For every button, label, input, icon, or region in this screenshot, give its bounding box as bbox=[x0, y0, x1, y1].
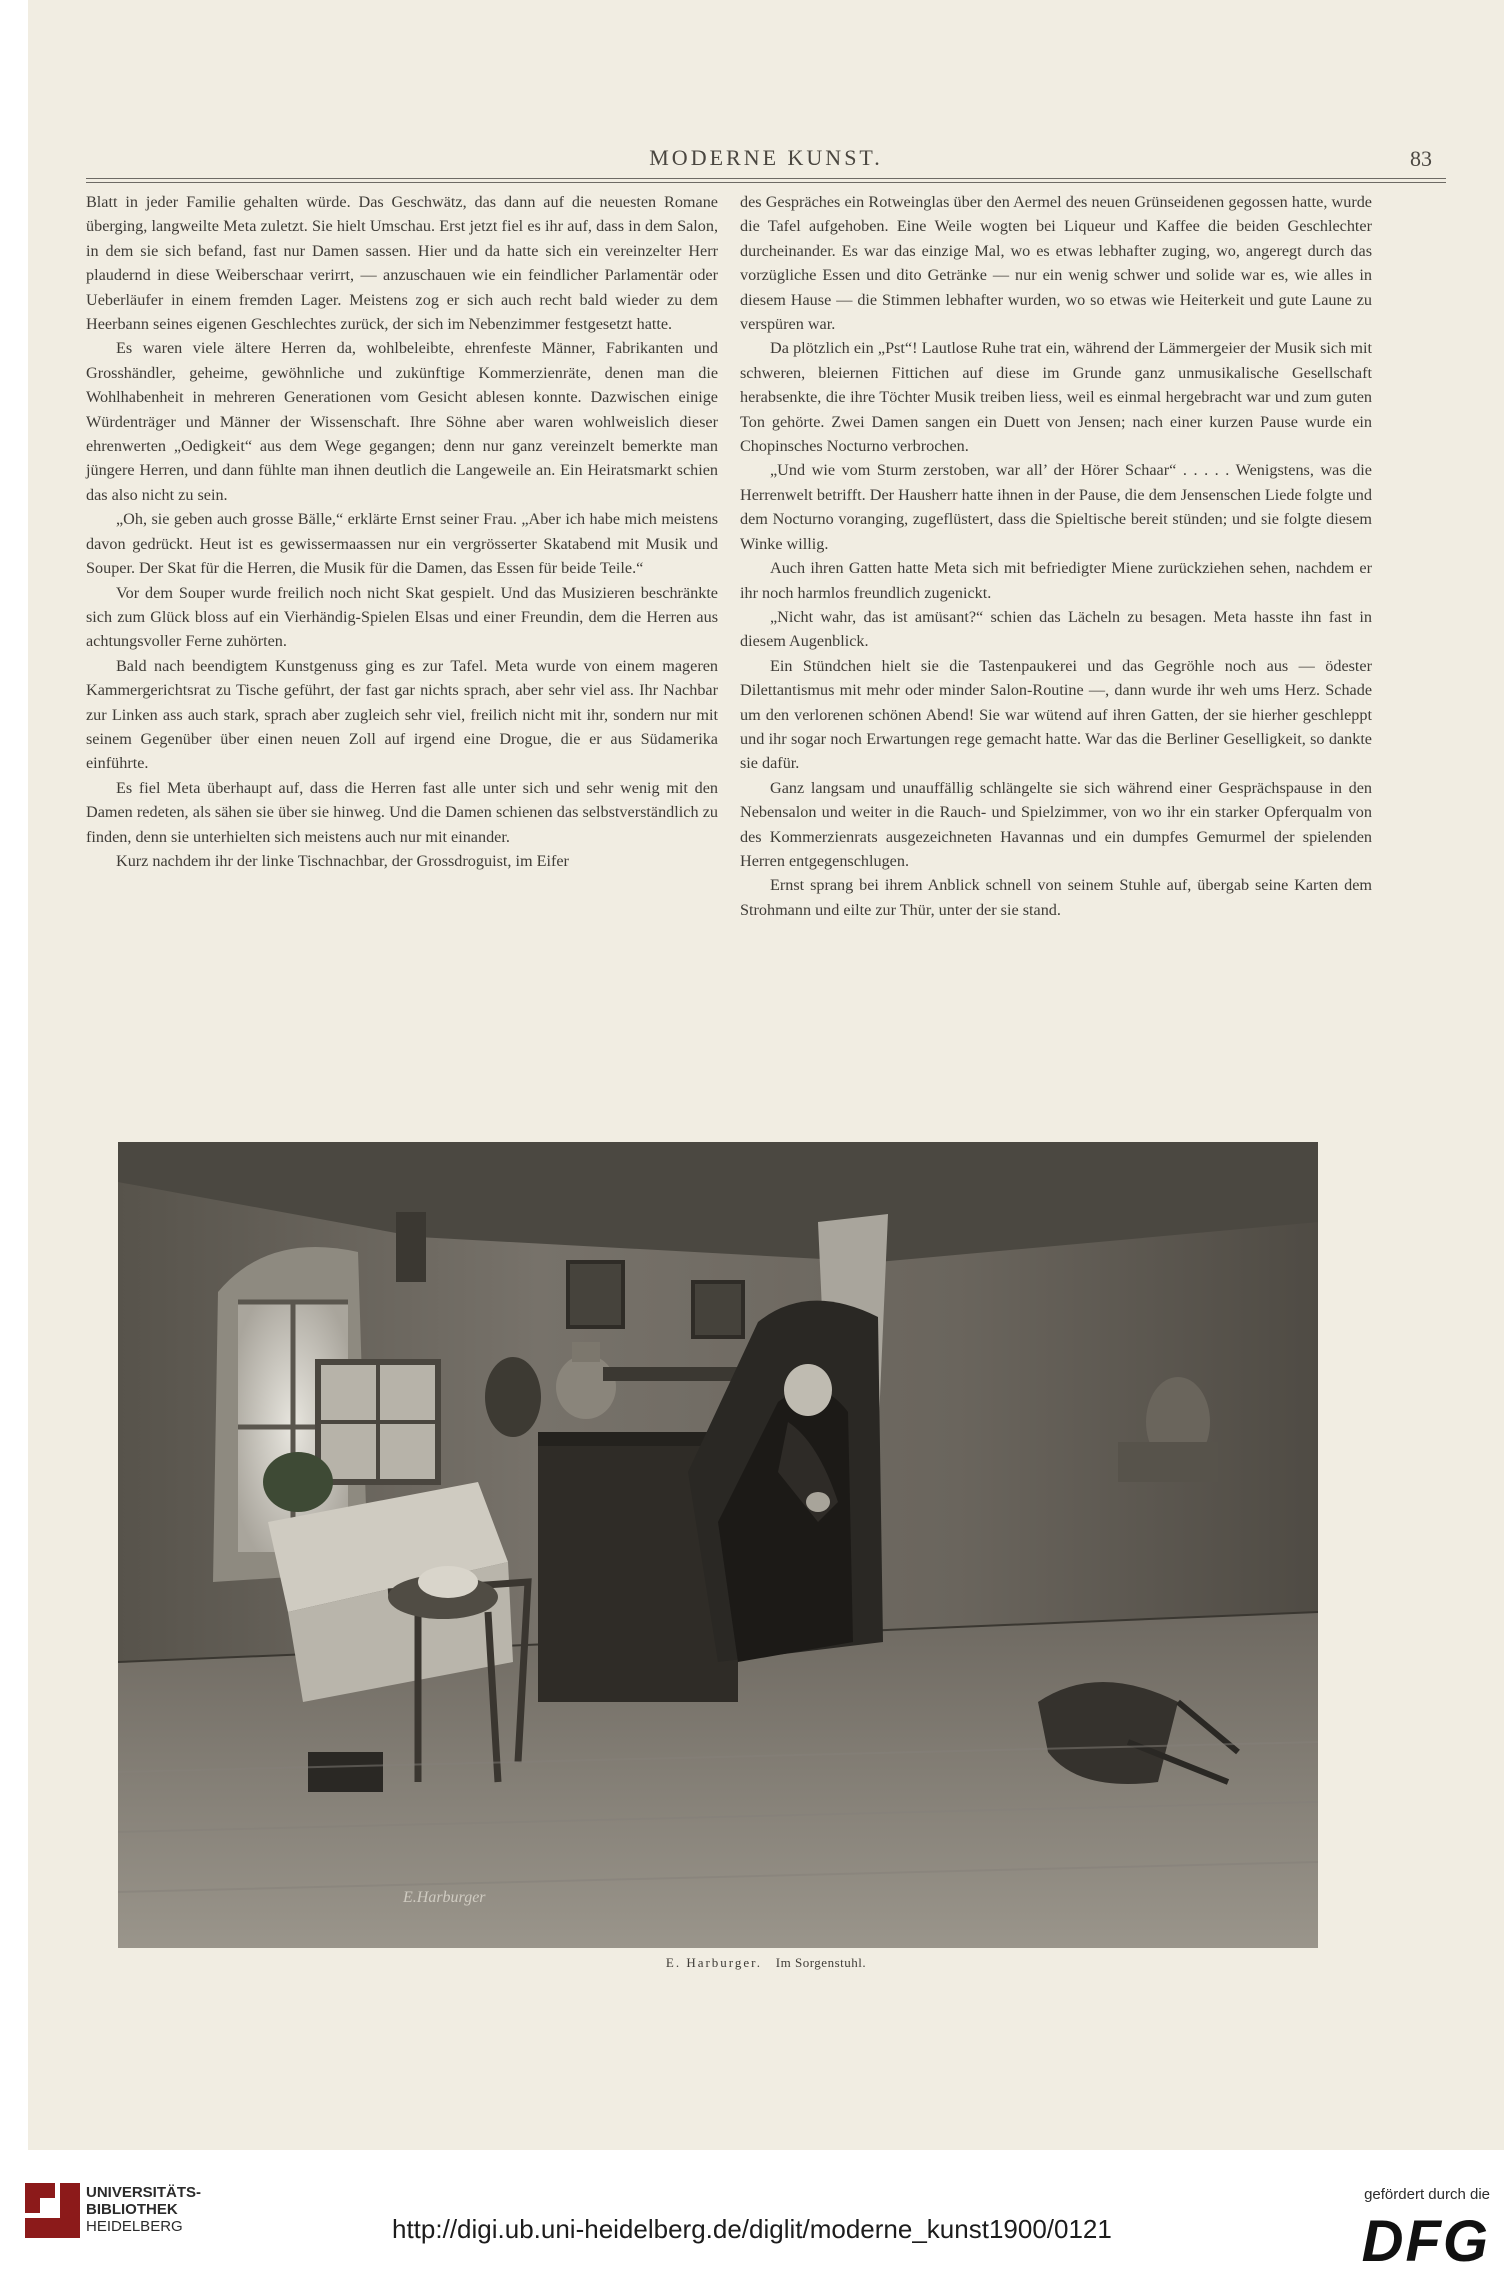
paragraph: „Oh, sie geben auch grosse Bälle,“ erklärte Ernst seiner Frau. „Aber ich habe mich meistens davon gedrückt. Heut ist es gewissermaassen nur ein vergrösserter Skatabend mit Musik und Souper. Der Skat für die Herren, die Musik für die Damen, das Essen für beide Teile.“ bbox=[86, 510, 718, 578]
right-text-column bbox=[740, 190, 1372, 922]
caption-title: Im Sorgenstuhl. bbox=[775, 1955, 867, 1970]
header-rule bbox=[86, 178, 1446, 179]
paragraph: „Nicht wahr, das ist amüsant?“ schien das Lächeln zu besagen. Meta hasste ihn fast in diesem Augenblick. bbox=[740, 607, 1372, 651]
paragraph: Da plötzlich ein „Pst“! Lautlose Ruhe trat ein, während der Lämmergeier der Musik sich mit schweren, bleiernen Fittichen auf diese im Grunde ganz unmusikalische Gesellschaft herabsenkte, die ihre Töchter Musik treiben liess, weil es einmal hergebracht war und zum guten Ton gehörte. Zwei Damen sangen ein Duett von Jensen; nach einer kurzen Pause wurde ein Chopinsches Nocturno verbrochen. bbox=[740, 339, 1372, 456]
library-name bbox=[86, 2184, 201, 2235]
paragraph: Ernst sprang bei ihrem Anblick schnell von seinem Stuhle auf, übergab seine Karten dem Strohmann und eilte zur Thür, unter der sie stand. bbox=[740, 876, 1372, 919]
paragraph: Blatt in jeder Familie gehalten würde. Das Geschwätz, das dann auf die neuesten Romane überging, langweilte Meta zuletzt. Sie hielt Umschau. Erst jetzt fiel es ihr auf, dass in dem Salon, in dem sie sich befand, fast nur Damen sassen. Hier und da hatte sich ein vereinzelter Herr plaudernd in diese Weiberschaar verirrt, — anzuschauen wie ein feindlicher Parlamentär oder Ueberläufer in einem fremden Lager. Meistens zog er sich auch recht bald wieder zu dem Heerbann seines eigenen Geschlechtes zurück, der sich im Nebenzimmer festgesetzt hatte. bbox=[86, 193, 718, 334]
illustration-plate bbox=[118, 1142, 1318, 1948]
left-text-column bbox=[86, 190, 718, 873]
paragraph: Vor dem Souper wurde freilich noch nicht Skat gespielt. Und das Musizieren beschränkte sich zum Glück bloss auf ein Vierhändig-Spielen Elsas und einer Freundin, dem die Herren aus achtungsvoller Ferne zuhörten. bbox=[86, 583, 718, 651]
running-header: MODERNE KUNST. bbox=[649, 145, 883, 170]
library-line-2: BIBLIOTHEK bbox=[86, 2201, 178, 2218]
svg-text:E.Harburger: E.Harburger bbox=[403, 1889, 486, 1906]
dfg-logo: DFG bbox=[1361, 2209, 1490, 2274]
paragraph: Auch ihren Gatten hatte Meta sich mit befriedigter Miene zurückziehen sehen, nachdem er ihr noch harmlos freundlich zugenickt. bbox=[740, 559, 1372, 602]
library-line-3: HEIDELBERG bbox=[86, 2218, 183, 2235]
sponsor-text: gefördert durch die bbox=[1364, 2186, 1490, 2203]
paragraph: „Und wie vom Sturm zerstoben, war all’ der Hörer Schaar“ . . . . . Wenigstens, was die Herrenwelt betrifft. Der Hausherr hatte ihnen in der Pause, die dem Jensenschen Liede folgte und dem Nocturno voranging, zugeflüstert, dass die Spieltische bereit stünden; und sie folgte diesem Winke willig. bbox=[740, 461, 1372, 553]
paragraph: Ganz langsam und unauffällig schlängelte sie sich während einer Gesprächspause in den Nebensalon und weiter in die Rauch- und Spielzimmer, von wo ihr ein starker Opferqualm von des Kommerzienrats ausgezeichneten Havannas und ein dumpfes Gemurmel der spielenden Herren entgegenschlugen. bbox=[740, 778, 1372, 870]
paragraph: des Gespräches ein Rotweinglas über den Aermel des neuen Grünseidenen gegossen hatte, wurde die Tafel aufgehoben. Eine Weile wogten bei Liqueur und Kaffee die beiden Geschlechter durcheinander. Es war das einzige Mal, wo es etwas lebhafter zuging, wo, angeregt durch das vorzügliche Essen und dito Getränke — nur ein wenig schwer und solide war es, wie alles in diesem Hause — die Stimmen lebhafter wurden, wo so etwas wie Heiterkeit und gute Laune zu verspüren war. bbox=[740, 193, 1372, 334]
caption-artist: E. Harburger. bbox=[665, 1955, 763, 1970]
page-number: 83 bbox=[1410, 146, 1432, 171]
library-line-1: UNIVERSITÄTS- bbox=[86, 2184, 202, 2201]
header-rule-thin bbox=[86, 182, 1446, 183]
source-url-link[interactable]: http://digi.ub.uni-heidelberg.de/diglit/moderne_kunst1900/0121 bbox=[392, 2214, 1112, 2244]
paragraph: Es fiel Meta überhaupt auf, dass die Herren fast alle unter sich und sehr wenig mit den Damen redeten, als sähen sie über sie hinweg. Und die Damen schienen das selbstverständlich zu finden, denn sie unterhielten sich meistens auch nur mit einander. bbox=[86, 778, 718, 846]
interior-painting bbox=[118, 1142, 1318, 1948]
paragraph: Ein Stündchen hielt sie die Tastenpaukerei und das Gegröhle noch aus — ödester Dilettantismus mit mehr oder minder Salon-Routine —, dann wurde ihr weh ums Herz. Schade um den verlorenen schönen Abend! Sie war wütend auf ihren Gatten, der sie hierher geschleppt und ihr sogar noch Erwartungen rege gemacht hatte. War das die Berliner Geselligkeit, so dankte sie dafür. bbox=[740, 656, 1372, 773]
scanned-page bbox=[28, 0, 1504, 2150]
paragraph: Bald nach beendigtem Kunstgenuss ging es zur Tafel. Meta wurde von einem mageren Kammergerichtsrat zu Tische geführt, der fast gar nichts sprach, aber sehr viel ass. Ihr Nachbar zur Linken ass auch stark, sprach aber zugleich sehr viel, freilich nicht mit ihr, sondern nur mit seinem Gegenüber über einen neuen Zoll auf irgend eine Drogue, die er aus Südamerika einführte. bbox=[86, 656, 718, 773]
paragraph: Kurz nachdem ihr der linke Tischnachbar, der Grossdroguist, im Eifer bbox=[116, 851, 569, 870]
paragraph: Es waren viele ältere Herren da, wohlbeleibte, ehrenfeste Männer, Fabrikanten und Grosshändler, geheime, gewöhnliche und zukünftige Kommerzienräte, denen man die Wohlhabenheit in mehreren Generationen vom Gesicht ablesen konnte. Dazwischen einige Würdenträger und Männer der Wissenschaft. Ihre Söhne aber waren wohlweislich dieser ehrenwerten „Oedigkeit“ aus dem Wege gegangen; denn nur ganz vereinzelt bemerkte man jüngere Herren, und dann fühlte man ihnen deutlich die Langeweile an. Ein Heiratsmarkt schien das also nicht zu sein. bbox=[86, 339, 718, 504]
illustration-caption bbox=[28, 1955, 1504, 1971]
digitization-footer bbox=[0, 2150, 1512, 2280]
